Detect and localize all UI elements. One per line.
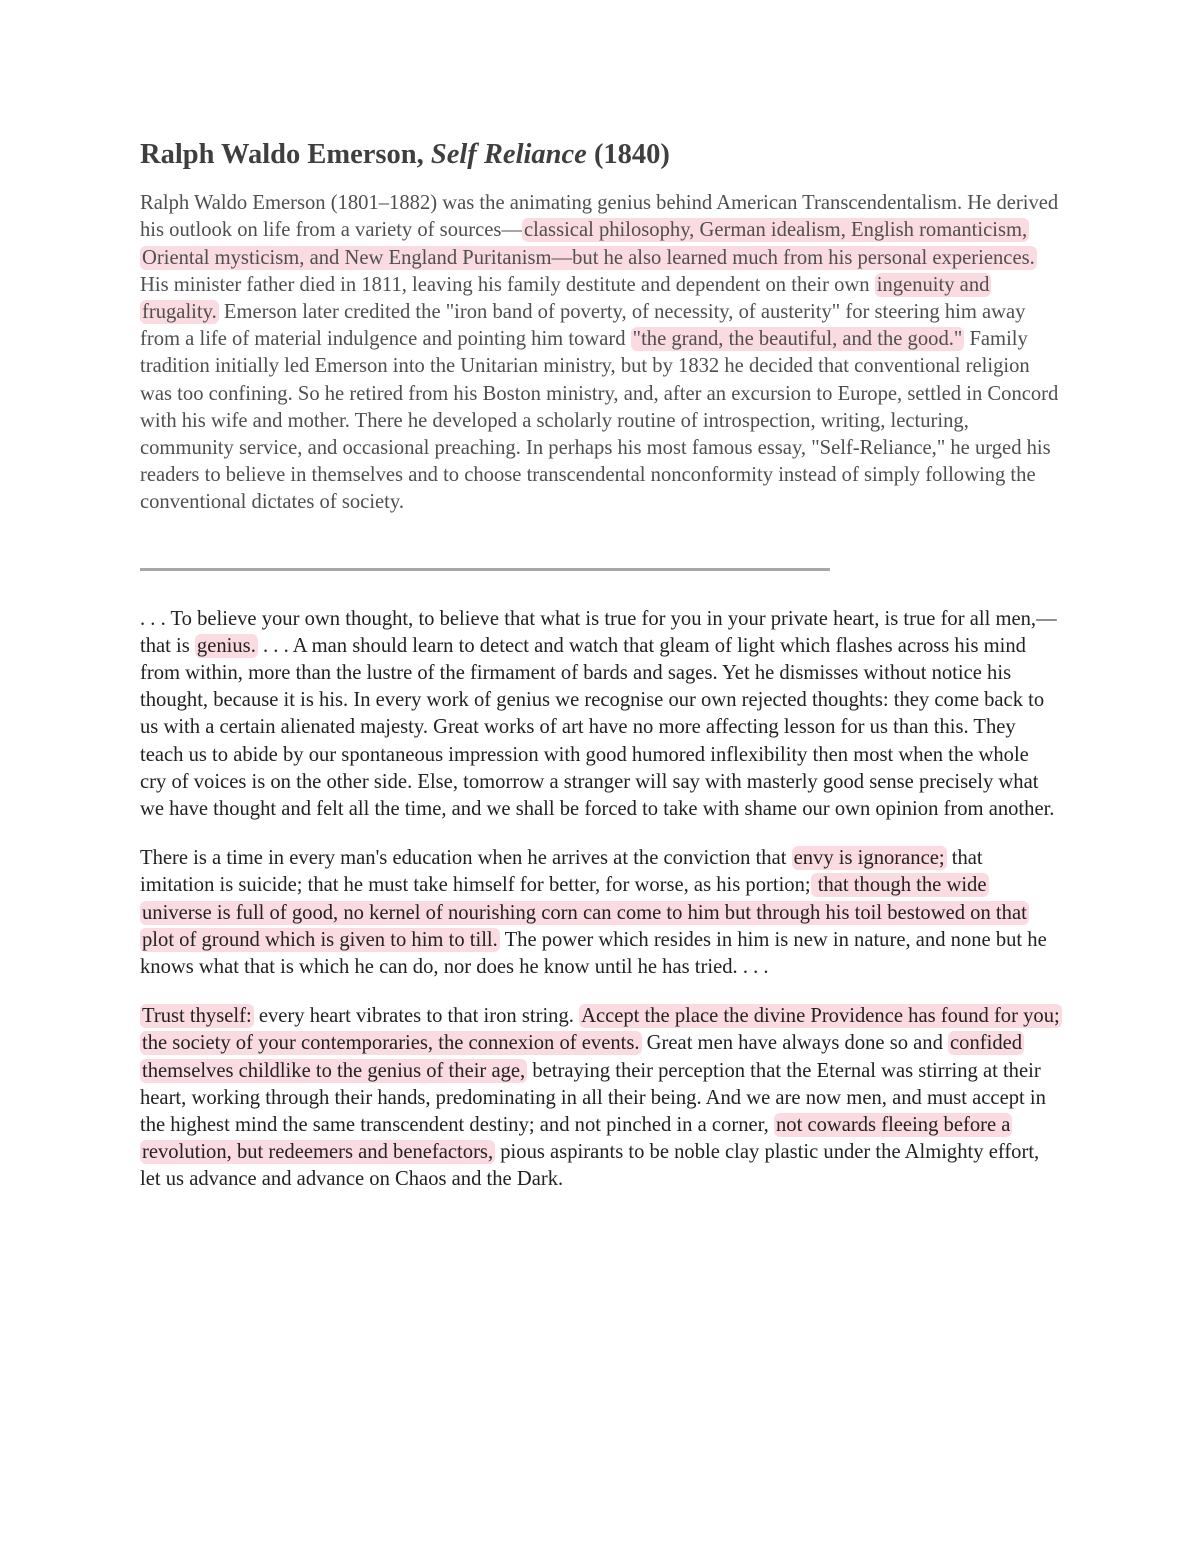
highlighted-text: that though the wide universe is full of good, no kernel of nourishing corn can come to him but through his toil bestowed on that plot of ground which is given to him to till. [142,874,1027,951]
excerpt-paragraph-2 [140,845,1060,981]
highlighted-text: envy is ignorance; [793,847,945,870]
highlighted-text: Accept the place the divine Providence has found for you; the society of your contemporaries, the connexion of events. [142,1005,1060,1055]
highlighted-text: confided themselves childlike to the genius of their age, [142,1032,1023,1082]
section-divider [140,568,830,571]
highlighted-text: genius. [196,634,256,657]
text-run: . . . A man should learn to detect and watch that gleam of light which flashes across his mind from within, more than the lustre of the firmament of bards and sages. Yet he dismisses without notice his thought, because it is his. In every work of genius we recognise our own rejected thoughts: they come back to us with a certain alienated majesty. Great works of art have no more affecting lesson for us than this. They teach us to abide by our spontaneous impression with good humored inflexibility then most when the whole cry of voices is on the other side. Else, tomorrow a stranger will say with masterly good sense precisely what we have thought and felt all the time, and we shall be forced to take with shame our own opinion from another. [140,634,1055,821]
page-title [140,138,1065,172]
text-run: Emerson later credited the "iron band of poverty, of necessity, of austerity" for steering him away from a life of material indulgence and pointing him toward [140,301,1026,351]
highlighted-text: "the grand, the beautiful, and the good." [632,328,963,351]
text-run: There is a time in every man's education when he arrives at the conviction that [140,847,792,870]
text-run: Ralph Waldo Emerson (1801–1882) was the animating genius behind American Transcendentalism. He derived his outlook on life from a variety of sources— [140,192,1059,242]
text-run: every heart vibrates to that iron string. [253,1005,580,1028]
text-run: . . . To believe your own thought, to believe that what is true for you in your private heart, is true for all men,—that is [140,607,1057,657]
highlighted-text: classical philosophy, German idealism, English romanticism, Oriental mysticism, and New England Puritanism—but he also learned much from his personal experiences. [142,219,1035,269]
text-run: that imitation is suicide; that he must take himself for better, for worse, as his portion; [140,847,983,897]
text-run: pious aspirants to be noble clay plastic under the Almighty effort, let us advance and advance on Chaos and the Dark. [140,1141,1040,1191]
title-work: Self Reliance [430,139,587,170]
title-year: (1840) [593,139,670,170]
text-run: betraying their perception that the Eternal was stirring at their heart, working through their hands, predominating in all their being. And we are now men, and must accept in the highest mind the same transcendent destiny; and not pinched in a corner, [140,1059,1046,1137]
intro-paragraph [140,190,1060,516]
text-run: The power which resides in him is new in nature, and none but he knows what that is which he can do, nor does he know until he has tried. . . . [140,928,1047,979]
text-run: Family tradition initially led Emerson into the Unitarian ministry, but by 1832 he decided that conventional religion was too confining. So he retired from his Boston ministry, and, after an excursion to Europe, settled in Concord with his wife and mother. There he developed a scholarly routine of introspection, writing, lecturing, community service, and occasional preaching. In perhaps his most famous essay, "Self-Reliance," he urged his readers to believe in themselves and to choose transcendental nonconformity instead of simply following the conventional dictates of society. [140,328,1059,514]
document-page [140,138,1065,1194]
text-run: His minister father died in 1811, leaving his family destitute and dependent on their own [140,273,875,296]
excerpt-paragraph-3 [140,1003,1060,1193]
highlighted-text: ingenuity and frugality. [142,273,990,323]
highlighted-text: not cowards fleeing before a revolution, but redeemers and benefactors, [142,1114,1011,1164]
highlighted-text: Trust thyself: [142,1005,252,1028]
text-run: Great men have always done so and [641,1032,949,1055]
title-author: Ralph Waldo Emerson, [140,139,424,170]
excerpt-paragraph-1 [140,606,1060,824]
